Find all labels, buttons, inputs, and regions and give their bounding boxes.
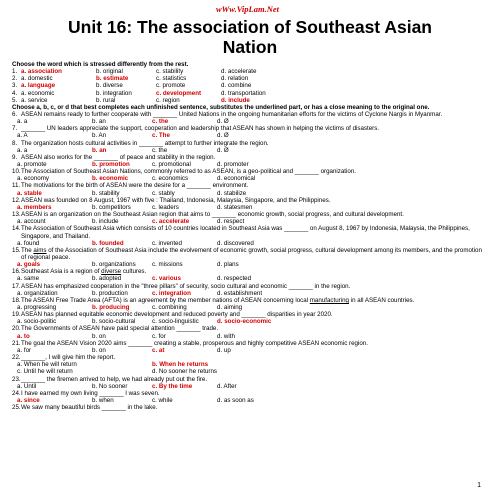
question-text: _______, I will give him the report. xyxy=(21,354,116,362)
question-row xyxy=(12,82,484,89)
options-row xyxy=(12,161,484,168)
option-b: b. estimate xyxy=(96,75,129,83)
option-a: a. service xyxy=(21,96,48,104)
option-d: d. Ø xyxy=(217,132,229,140)
option-c: c. statistics xyxy=(156,75,187,83)
options-row xyxy=(12,290,484,297)
option-d: d. accelerate xyxy=(221,68,257,76)
question-text: ASEAN is an organization on the Southeast Asian region that aims to _______ economic growth, social progress, and cultural development. xyxy=(21,211,404,219)
option-b: b. When he returns xyxy=(152,361,209,369)
option-d: d. stabilize xyxy=(217,189,247,197)
question-number: 4. xyxy=(12,89,18,97)
page-title xyxy=(20,17,480,57)
option-a: a. a xyxy=(17,118,28,126)
option-d: d. After xyxy=(217,382,237,390)
options-row xyxy=(12,318,484,325)
option-a: a. economy xyxy=(17,175,49,183)
option-a: a. a xyxy=(17,146,28,154)
question-number: 25. xyxy=(12,404,21,412)
question-number: 20. xyxy=(12,325,21,333)
question-text xyxy=(21,247,484,261)
option-b: b. socio-cultural xyxy=(92,318,136,326)
question-number: 23. xyxy=(12,375,21,383)
option-c: c. The xyxy=(152,132,170,140)
option-c: c. stably xyxy=(152,189,175,197)
question-row xyxy=(12,325,484,332)
question-text xyxy=(21,268,484,275)
question-number: 11. xyxy=(12,182,21,190)
option-b: b. on xyxy=(92,346,106,354)
option-c: c. the xyxy=(152,118,169,126)
question-row xyxy=(12,111,484,118)
option-c: c. stability xyxy=(156,68,184,76)
option-c: c. promotional xyxy=(152,161,191,169)
question-text-part: cultures. xyxy=(121,268,147,276)
question-text: ASEAN remains ready to further cooperate with _______ United Nations in the ongoing humanitarian efforts for the victims of Cyclone Nargis in Myanmar. xyxy=(21,111,443,118)
option-c: c. the xyxy=(152,146,168,154)
options-row xyxy=(12,118,484,125)
option-d: d. Ø xyxy=(217,118,229,126)
option-b: b. An xyxy=(92,132,107,140)
option-d: d. discovered xyxy=(217,239,254,247)
option-b: b. promotion xyxy=(92,161,130,169)
question-row xyxy=(12,283,484,290)
question-row xyxy=(12,125,484,132)
option-b: b. when xyxy=(92,396,114,404)
option-d: d. up xyxy=(217,346,231,354)
option-b: b. stability xyxy=(92,189,120,197)
page-number: 1 xyxy=(477,482,481,489)
option-c: c. at xyxy=(152,346,165,354)
question-text: ASEAN has emphasized cooperation in the "three pillars" of security, socio cultural and economic _______ in the region. xyxy=(21,282,351,290)
options-row xyxy=(12,275,484,282)
option-b: b. producing xyxy=(92,304,130,312)
option-b: b. an xyxy=(92,146,107,154)
option-b: b. rural xyxy=(96,96,116,104)
question-number: 1. xyxy=(12,68,18,76)
options-row xyxy=(12,190,484,197)
options-row xyxy=(12,261,484,268)
option-a: a. found xyxy=(17,239,40,247)
underlined-word: aims xyxy=(33,246,47,254)
question-number: 7. xyxy=(12,125,18,133)
question-text: We saw many beautiful birds _______ in the lake. xyxy=(21,404,158,412)
question-text: _______ the firemen arrived to help, we had already put out the fire. xyxy=(21,375,208,383)
question-text: The Association of Southeast Asia which consists of 10 countries located in Southeast Asia was _______ on August 8, 1967 by Indonesia, Malaysia, the Philippines, Singapore, and Thailand. xyxy=(21,225,470,240)
question-text-part: of the Association of Southeast Asia include the evolvement of economic growth, social progress, cultural development among its members, and the promotion of regional peace. xyxy=(21,246,482,261)
question-text: ASEAN was founded on 8 August, 1967 with five : Thailand, Indonesia, Malaysia, Singapore, and the Philippines. xyxy=(21,196,331,204)
question-text: I have earned my own living _______ I was seven. xyxy=(21,389,160,397)
options-row xyxy=(12,383,484,390)
option-c: c. accelerate xyxy=(152,218,190,226)
site-watermark: wWw.VipLam.Net xyxy=(216,4,279,14)
question-text: The organization hosts cultural activities in _______ attempt to further integrate the region. xyxy=(21,139,269,147)
option-c: c. region xyxy=(156,96,180,104)
option-a: a. to xyxy=(17,332,30,340)
question-row xyxy=(12,154,484,161)
exercise-content xyxy=(12,61,484,411)
option-a: a. members xyxy=(17,203,52,211)
option-b: b. competitors xyxy=(92,203,131,211)
title-line-2: Nation xyxy=(222,37,278,57)
option-a: a. When he will return xyxy=(17,361,77,369)
option-d: d. include xyxy=(221,96,250,104)
option-b: b. production xyxy=(92,289,128,297)
options-row xyxy=(12,333,484,340)
option-d: d. with xyxy=(217,332,235,340)
question-row xyxy=(12,97,484,104)
question-row xyxy=(12,404,484,411)
question-number: 21. xyxy=(12,339,21,347)
question-number: 10. xyxy=(12,168,21,176)
question-row xyxy=(12,75,484,82)
question-row xyxy=(12,68,484,75)
question-number: 24. xyxy=(12,389,21,397)
option-d: d. Ø xyxy=(217,146,229,154)
option-a: a. economic xyxy=(21,89,55,97)
question-row xyxy=(12,268,484,275)
question-row xyxy=(12,340,484,347)
option-b: b. founded xyxy=(92,239,124,247)
question-number: 16. xyxy=(12,268,21,276)
option-d: d. aiming xyxy=(217,304,243,312)
option-a: a. since xyxy=(17,396,40,404)
option-d: d. establishment xyxy=(217,289,263,297)
options-row xyxy=(12,218,484,225)
question-row xyxy=(12,225,484,239)
option-d: d. respected xyxy=(217,275,252,283)
option-c: c. By the time xyxy=(152,382,193,390)
option-d: d. economical xyxy=(217,175,256,183)
question-row xyxy=(12,90,484,97)
option-c: c. development xyxy=(156,89,202,97)
option-d: d. respect xyxy=(217,218,245,226)
question-text: _______ UN leaders appreciate the support, cooperation and leadership that ASEAN has shown in helping the victims of disasters. xyxy=(21,125,380,133)
question-text xyxy=(21,297,484,304)
option-c: c. for xyxy=(152,332,166,340)
question-text: The motivations for the birth of ASEAN were the desire for a _______ environment. xyxy=(21,182,249,190)
question-text-part: Southeast Asia is a region of xyxy=(21,268,102,276)
options-row xyxy=(12,240,484,247)
question-number: 12. xyxy=(12,196,21,204)
question-text: The Association of Southeast Asian Nations, commonly referred to as ASEAN, is a geo-political and _______ organization. xyxy=(21,168,357,176)
options-row xyxy=(12,304,484,311)
question-number: 9. xyxy=(12,153,18,161)
question-row xyxy=(12,390,484,397)
option-a: a. association xyxy=(21,68,62,76)
option-d: d. No sooner he returns xyxy=(152,368,218,376)
option-a: a. progressing xyxy=(17,304,57,312)
options-row xyxy=(12,204,484,211)
option-d: d. transportation xyxy=(221,89,266,97)
option-d: d. socio-economic xyxy=(217,318,272,326)
option-c: c. combining xyxy=(152,304,187,312)
option-c: c. economics xyxy=(152,175,189,183)
option-b: b. on xyxy=(92,332,106,340)
option-b: b. economic xyxy=(92,175,129,183)
option-a: a. organization xyxy=(17,289,58,297)
option-c: c. leaders xyxy=(152,203,179,211)
question-row xyxy=(12,376,484,383)
title-line-1: Unit 16: The association of Southeast Asian xyxy=(68,17,432,37)
option-c: c. while xyxy=(152,396,173,404)
question-row xyxy=(12,197,484,204)
option-c: c. socio-linguistic xyxy=(152,318,199,326)
question-text-part: The ASEAN Free Trade Area (AFTA) is an agreement by the member nations of ASEAN concerning local xyxy=(21,296,310,304)
option-b: b. organizations xyxy=(92,261,136,269)
option-a: a. goals xyxy=(17,261,41,269)
option-a: a. account xyxy=(17,218,46,226)
question-row xyxy=(12,140,484,147)
option-b: b. No sooner xyxy=(92,382,128,390)
option-a: a. domestic xyxy=(21,75,53,83)
option-b: b. adopted xyxy=(92,275,122,283)
option-d: d. statesmen xyxy=(217,203,253,211)
question-number: 3. xyxy=(12,82,18,90)
question-row xyxy=(12,354,484,361)
question-number: 22. xyxy=(12,354,21,362)
option-b: b. an xyxy=(92,118,106,126)
question-text: The Governments of ASEAN have paid special attention _______ trade. xyxy=(21,325,219,333)
option-d: d. plans xyxy=(217,261,239,269)
section2-instruction: Choose a, b, c, or d that best completes each unfinished sentence, substitutes the underlined part, or has a close meaning to the original one. xyxy=(12,103,430,111)
question-number: 17. xyxy=(12,282,21,290)
options-row xyxy=(12,397,484,404)
option-a: a. promote xyxy=(17,161,47,169)
option-a: a. A xyxy=(17,132,28,140)
option-d: d. relation xyxy=(221,75,249,83)
question-number: 15. xyxy=(12,246,21,254)
question-row xyxy=(12,168,484,175)
question-row xyxy=(12,311,484,318)
option-b: b. include xyxy=(92,218,119,226)
question-row xyxy=(12,297,484,304)
question-number: 19. xyxy=(12,311,21,319)
option-d: d. promoter xyxy=(217,161,249,169)
option-a: a. same xyxy=(17,275,40,283)
option-a: a. socio-politic xyxy=(17,318,57,326)
question-text-part: The xyxy=(21,246,34,254)
question-text: ASEAN has planned equitable economic development and reduced poverty and _______ disparities in year 2020. xyxy=(21,311,333,319)
option-d: d. combine xyxy=(221,82,252,90)
option-a: a. for xyxy=(17,346,32,354)
question-number: 14. xyxy=(12,225,21,233)
question-number: 6. xyxy=(12,111,18,118)
question-row xyxy=(12,247,484,261)
question-number: 8. xyxy=(12,139,18,147)
question-number: 18. xyxy=(12,296,21,304)
option-b: b. integration xyxy=(96,89,132,97)
question-number: 13. xyxy=(12,211,21,219)
options-row xyxy=(12,368,484,375)
question-row xyxy=(12,182,484,189)
option-a: a. stable xyxy=(17,189,42,197)
question-text-part: in all ASEAN countries. xyxy=(349,296,415,304)
question-number: 2. xyxy=(12,75,18,83)
section1-instruction: Choose the word which is stressed differently from the rest. xyxy=(12,61,189,68)
underlined-word: diverse xyxy=(101,268,122,276)
options-row xyxy=(12,361,484,368)
option-c: c. integration xyxy=(152,289,191,297)
option-c: c. invented xyxy=(152,239,182,247)
option-c: c. various xyxy=(152,275,181,283)
option-c: c. missions xyxy=(152,261,183,269)
option-a: a. Until xyxy=(17,382,37,390)
option-a: a. language xyxy=(21,82,56,90)
question-number: 5. xyxy=(12,96,18,104)
options-row xyxy=(12,147,484,154)
option-c: c. promote xyxy=(156,82,186,90)
option-b: b. original xyxy=(96,68,123,76)
question-text: The goal the ASEAN Vision 2020 aims _______ creating a stable, prosperous and highly competitive ASEAN economic region. xyxy=(21,339,368,347)
question-row xyxy=(12,211,484,218)
option-c: c. Until he will return xyxy=(17,368,73,376)
options-row xyxy=(12,132,484,139)
option-b: b. diverse xyxy=(96,82,123,90)
options-row xyxy=(12,175,484,182)
option-d: d. as soon as xyxy=(217,396,254,404)
options-row xyxy=(12,347,484,354)
underlined-word: manufacturing xyxy=(309,296,349,304)
question-text: ASEAN also works for the _______ of peace and stability in the region. xyxy=(21,153,216,161)
